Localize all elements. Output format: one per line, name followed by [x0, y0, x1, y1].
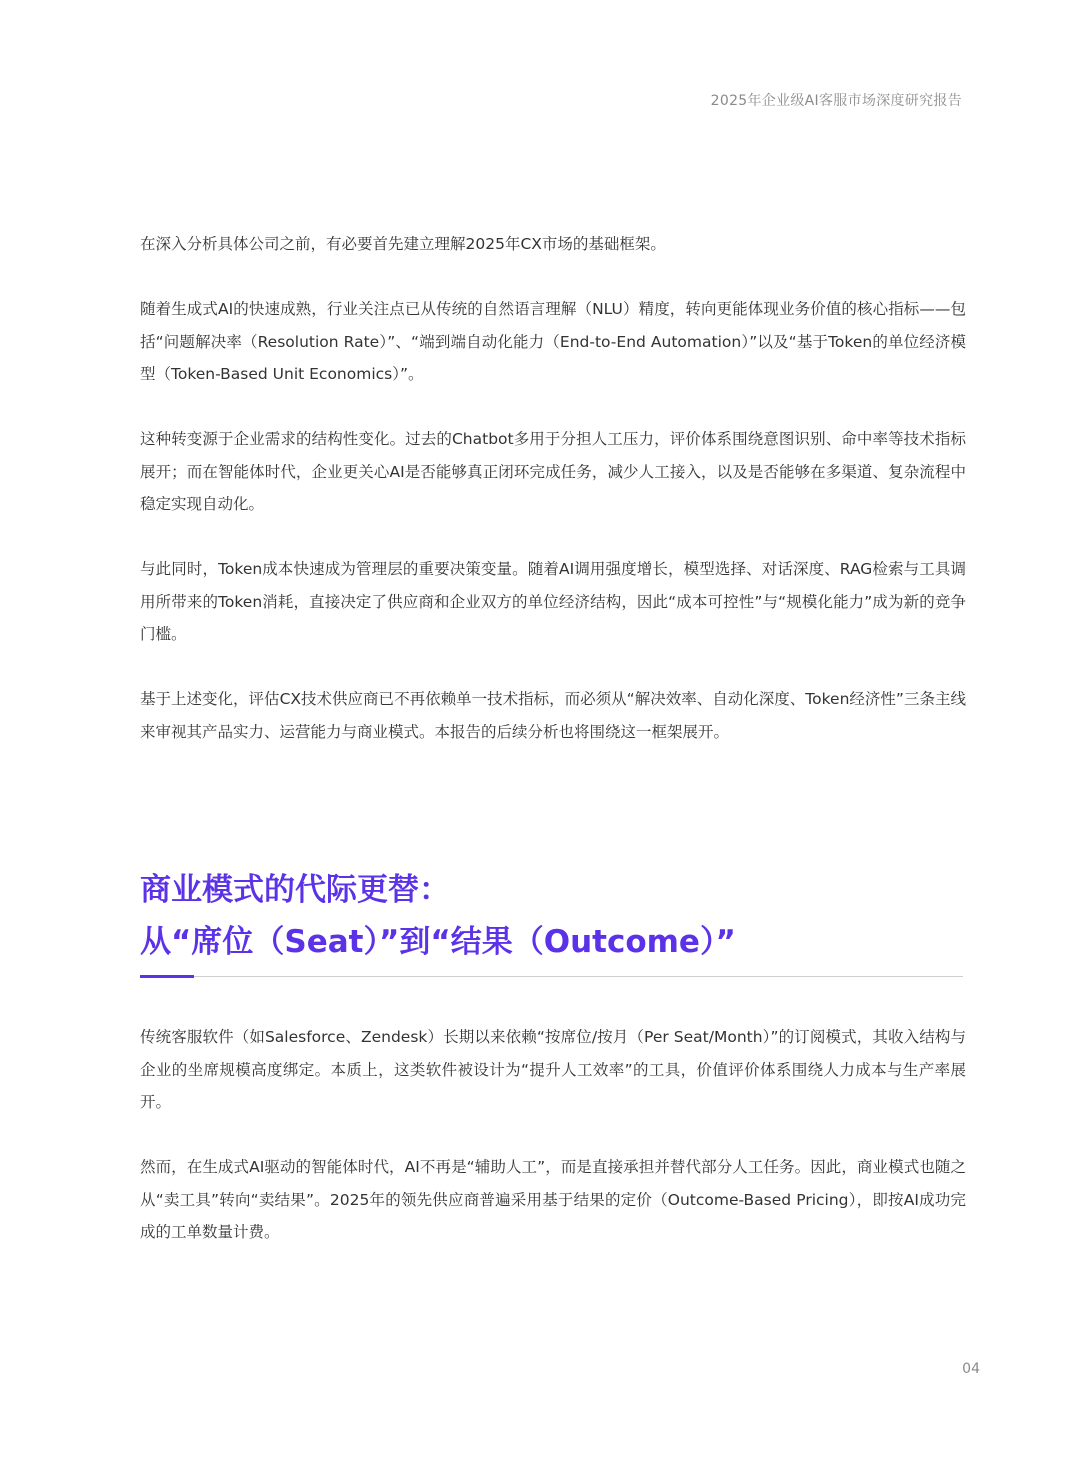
section-divider — [140, 976, 963, 977]
running-header-title: 2025年企业级AI客服市场深度研究报告 — [710, 93, 962, 109]
intro-paragraph: 在深入分析具体公司之前，有必要首先建立理解2025年CX市场的基础框架。 — [140, 235, 666, 253]
section-heading-line-1: 商业模式的代际更替： — [140, 871, 450, 908]
section-heading — [140, 864, 966, 968]
section-divider-accent — [140, 975, 194, 978]
section-paragraph: 传统客服软件（如Salesforce、Zendesk）长期以来依赖“按席位/按月（Per Seat/Month）”的订阅模式，其收入结构与企业的坐席规模高度绑定。本质上，这类软件被设计为“提升人工效率”的工具，价值评价体系围绕人力成本与生产率展开。 — [140, 1028, 966, 1111]
section-heading-line-2: 从“席位（Seat）”到“结果（Outcome）” — [140, 923, 736, 960]
section-paragraph: 然而，在生成式AI驱动的智能体时代，AI不再是“辅助人工”，而是直接承担并替代部分人工任务。因此，商业模式也随之从“卖工具”转向“卖结果”。2025年的领先供应商普遍采用基于结果的定价（Outcome-Based Pricing），即按AI成功完成的工单数量计费。 — [140, 1158, 966, 1241]
intro-paragraph: 基于上述变化，评估CX技术供应商已不再依赖单一技术指标，而必须从“解决效率、自动化深度、Token经济性”三条主线来审视其产品实力、运营能力与商业模式。本报告的后续分析也将围绕这一框架展开。 — [140, 690, 966, 741]
intro-paragraph: 这种转变源于企业需求的结构性变化。过去的Chatbot多用于分担人工压力，评价体系围绕意图识别、命中率等技术指标展开；而在智能体时代，企业更关心AI是否能够真正闭环完成任务，减少人工接入，以及是否能够在多渠道、复杂流程中稳定实现自动化。 — [140, 430, 966, 513]
page-number: 04 — [962, 1361, 980, 1377]
intro-paragraph: 与此同时，Token成本快速成为管理层的重要决策变量。随着AI调用强度增长，模型选择、对话深度、RAG检索与工具调用所带来的Token消耗，直接决定了供应商和企业双方的单位经济结构，因此“成本可控性”与“规模化能力”成为新的竞争门槛。 — [140, 560, 966, 643]
intro-paragraph: 随着生成式AI的快速成熟，行业关注点已从传统的自然语言理解（NLU）精度，转向更能体现业务价值的核心指标——包括“问题解决率（Resolution Rate）”、“端到端自动化能力（End-to-End Automation）”以及“基于Token的单位经济模型（Token-Based Unit Economics）”。 — [140, 300, 966, 383]
